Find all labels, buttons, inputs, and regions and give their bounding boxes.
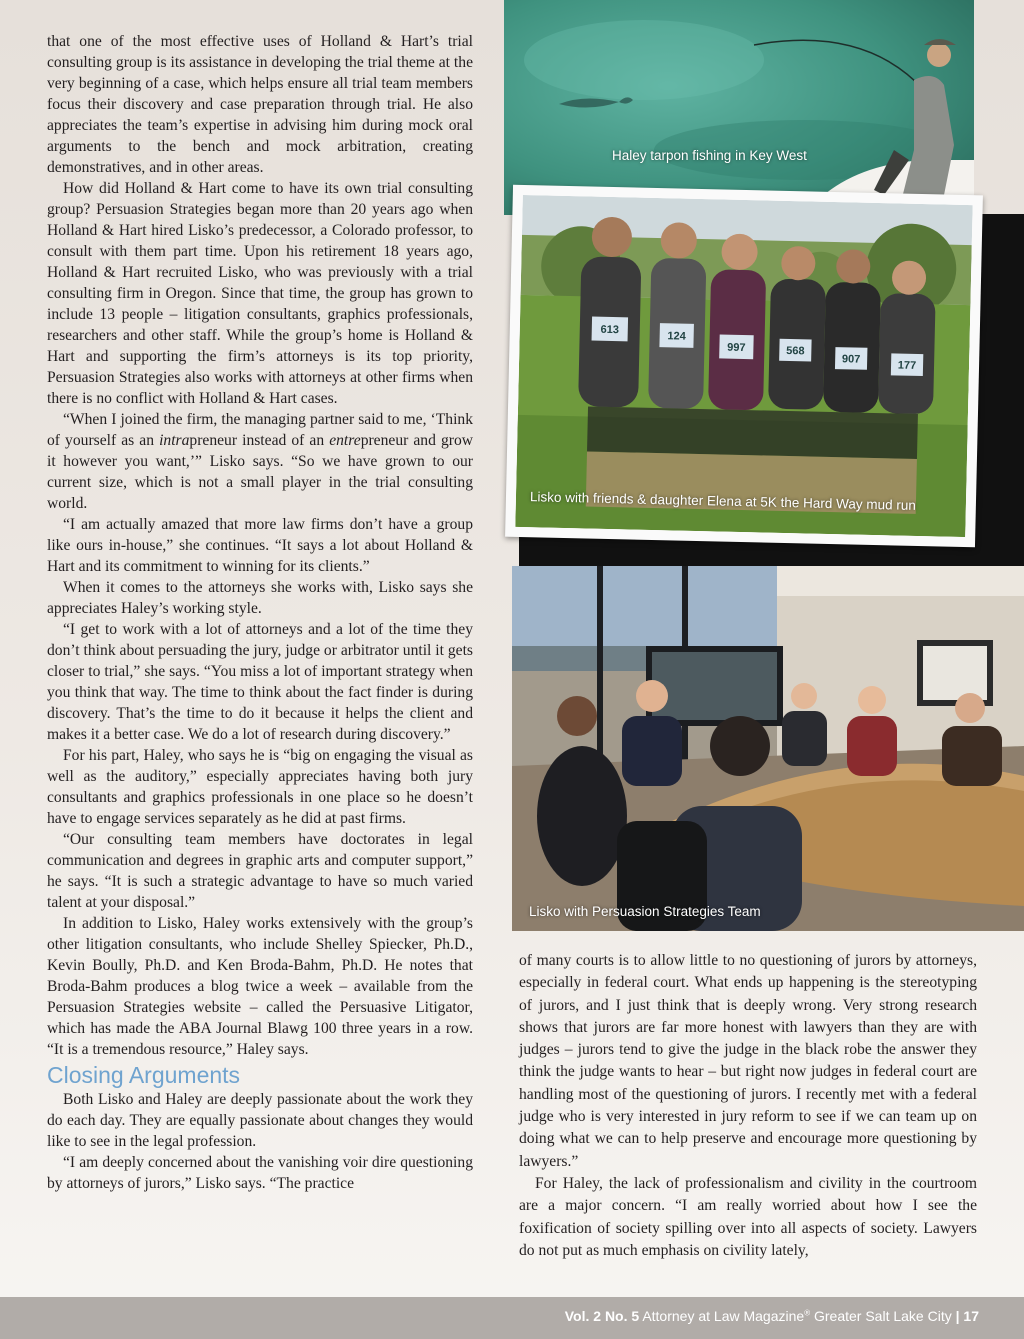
body-paragraph: of many courts is to allow little to no questioning of jurors by attorneys, especially in federal court. What ends up happening is the stereotyping of jurors, and I just think that is deeply wrong. Very strong research shows that jurors are far more honest with lawyers than they are with judges – jurors tend to give the judge in the black robe the answer they think the judge wants to hear – but right now judges in federal court are handling most of the questioning of jurors. I recently met with a federal judge who is very interested in jury reform to see if we can team up on doing what we can to help preserve and encourage more questioning by lawyers.”	[519, 952, 977, 1170]
footer-text	[565, 1308, 979, 1324]
footer-registered-mark: ®	[804, 1308, 811, 1318]
body-paragraph: that one of the most effective uses of Holland & Hart’s trial consulting group is its assistance in developing the trial theme at the very beginning of a case, which helps ensure all trial team members focus their discovery and case preparation through trial. He also appreciates the team’s expertise in advising him during mock oral arguments to the bench and mock arbitration, creating demonstratives, and in other areas.	[47, 33, 473, 176]
body-paragraph-quote: “When I joined the firm, the managing partner said to me, ‘Think of yourself as an intrapreneur instead of an entrepreneur and grow it however you want,’” Lisko says. “So we have grown to our current size, which is not a small player in the trial consulting world.	[47, 411, 474, 512]
body-paragraph: In addition to Lisko, Haley works extensively with the group’s other litigation consultants, who include Shelley Spiecker, Ph.D., Kevin Boully, Ph.D. and Ken Broda-Bahm, Ph.D. He notes that Broda-Bahm produces a blog twice a week – available from the Persuasion Strategies website – called the Persuasive Litigator, which has made the ABA Journal Blawg 100 three years in a row. “It is a tremendous resource,” Haley says.	[47, 915, 473, 1058]
mud-run-photo	[505, 185, 983, 548]
photo-caption: Lisko with Persuasion Strategies Team	[529, 904, 761, 919]
body-paragraph: “I am actually amazed that more law firms don’t have a group like ours in-house,” she continues. “It says a lot about Holland & Hart and its commitment to winning for its clients.”	[47, 516, 473, 575]
photo-caption: Lisko with friends & daughter Elena at 5K the Hard Way mud run	[529, 489, 917, 513]
mud-run-image	[515, 195, 972, 537]
footer-separator: |	[955, 1308, 960, 1324]
footer-magazine: Attorney at Law Magazine	[642, 1308, 805, 1324]
footer-issue: Vol. 2 No. 5	[564, 1308, 640, 1324]
body-paragraph: “I am deeply concerned about the vanishing voir dire questioning by attorneys of jurors,” Lisko says. “The practice	[47, 1154, 473, 1192]
team-meeting-photo	[512, 566, 1024, 931]
body-paragraph: “Our consulting team members have doctorates in legal communication and degrees in graphic arts and computer support,” he says. “It is such a strategic advantage to have so much varied talent at your disposal.”	[47, 831, 473, 911]
photo-caption: Haley tarpon fishing in Key West	[612, 148, 807, 163]
race-bib: 124	[667, 330, 686, 343]
race-bib: 177	[897, 359, 917, 372]
footer-city: Greater Salt Lake City	[813, 1308, 952, 1324]
race-bib: 613	[600, 323, 620, 337]
body-paragraph: For Haley, the lack of professionalism and civility in the courtroom are a major concern. “I am really worried about how I see the foxification of society spilling over into all aspects of society. Lawyers do not put as much emphasis on civility lately,	[519, 1174, 977, 1259]
body-paragraph: Both Lisko and Haley are deeply passionate about the work they do each day. They are equally passionate about changes they would like to see in the legal profession.	[47, 1091, 473, 1150]
page-footer	[0, 1297, 1024, 1339]
race-bib: 907	[841, 353, 861, 366]
left-column	[47, 31, 473, 1194]
race-bib: 568	[786, 344, 805, 358]
mud-run-image-frame	[515, 195, 972, 537]
tarpon-fishing-image	[504, 0, 974, 215]
body-paragraph: For his part, Haley, who says he is “big on engaging the visual as well as the auditory,” especially appreciates having both jury consultants and graphics professionals in one place so he doesn’t have to engage services separately as he did at past firms.	[47, 747, 473, 827]
body-paragraph: “I get to work with a lot of attorneys and a lot of the time they don’t think about persuading the jury, judge or arbitrator until it gets closer to trial,” she says. “You miss a lot of important strategy when you think that way. The time to think about the fact finder is during discovery. That’s the time to do it because it helps the client and makes it a better case. We do a lot of research during discovery.”	[47, 621, 473, 743]
page-number: 17	[963, 1308, 979, 1324]
right-column	[519, 950, 977, 1262]
race-bib: 997	[727, 341, 746, 355]
body-paragraph: When it comes to the attorneys she works with, Lisko says she appreciates Haley’s working style.	[47, 579, 473, 617]
body-paragraph: How did Holland & Hart come to have its own trial consulting group? Persuasion Strategies began more than 20 years ago when Holland & Hart hired Lisko’s predecessor, a Colorado professor, to consult with them part time. Upon his retirement 18 years ago, Holland & Hart recruited Lisko, who was previously with a trial consulting firm in Oregon. Since that time, the group has grown to include 13 people – litigation consultants, graphics professionals, researchers and other staff. While the group’s home is Holland & Hart and supporting the firm’s attorneys is its top priority, Persuasion Strategies also works with attorneys at other firms when there is no conflict with Holland & Hart cases.	[47, 180, 473, 407]
tarpon-fishing-photo	[504, 0, 974, 215]
team-meeting-image	[512, 566, 1024, 931]
section-heading: Closing Arguments	[47, 1062, 241, 1088]
